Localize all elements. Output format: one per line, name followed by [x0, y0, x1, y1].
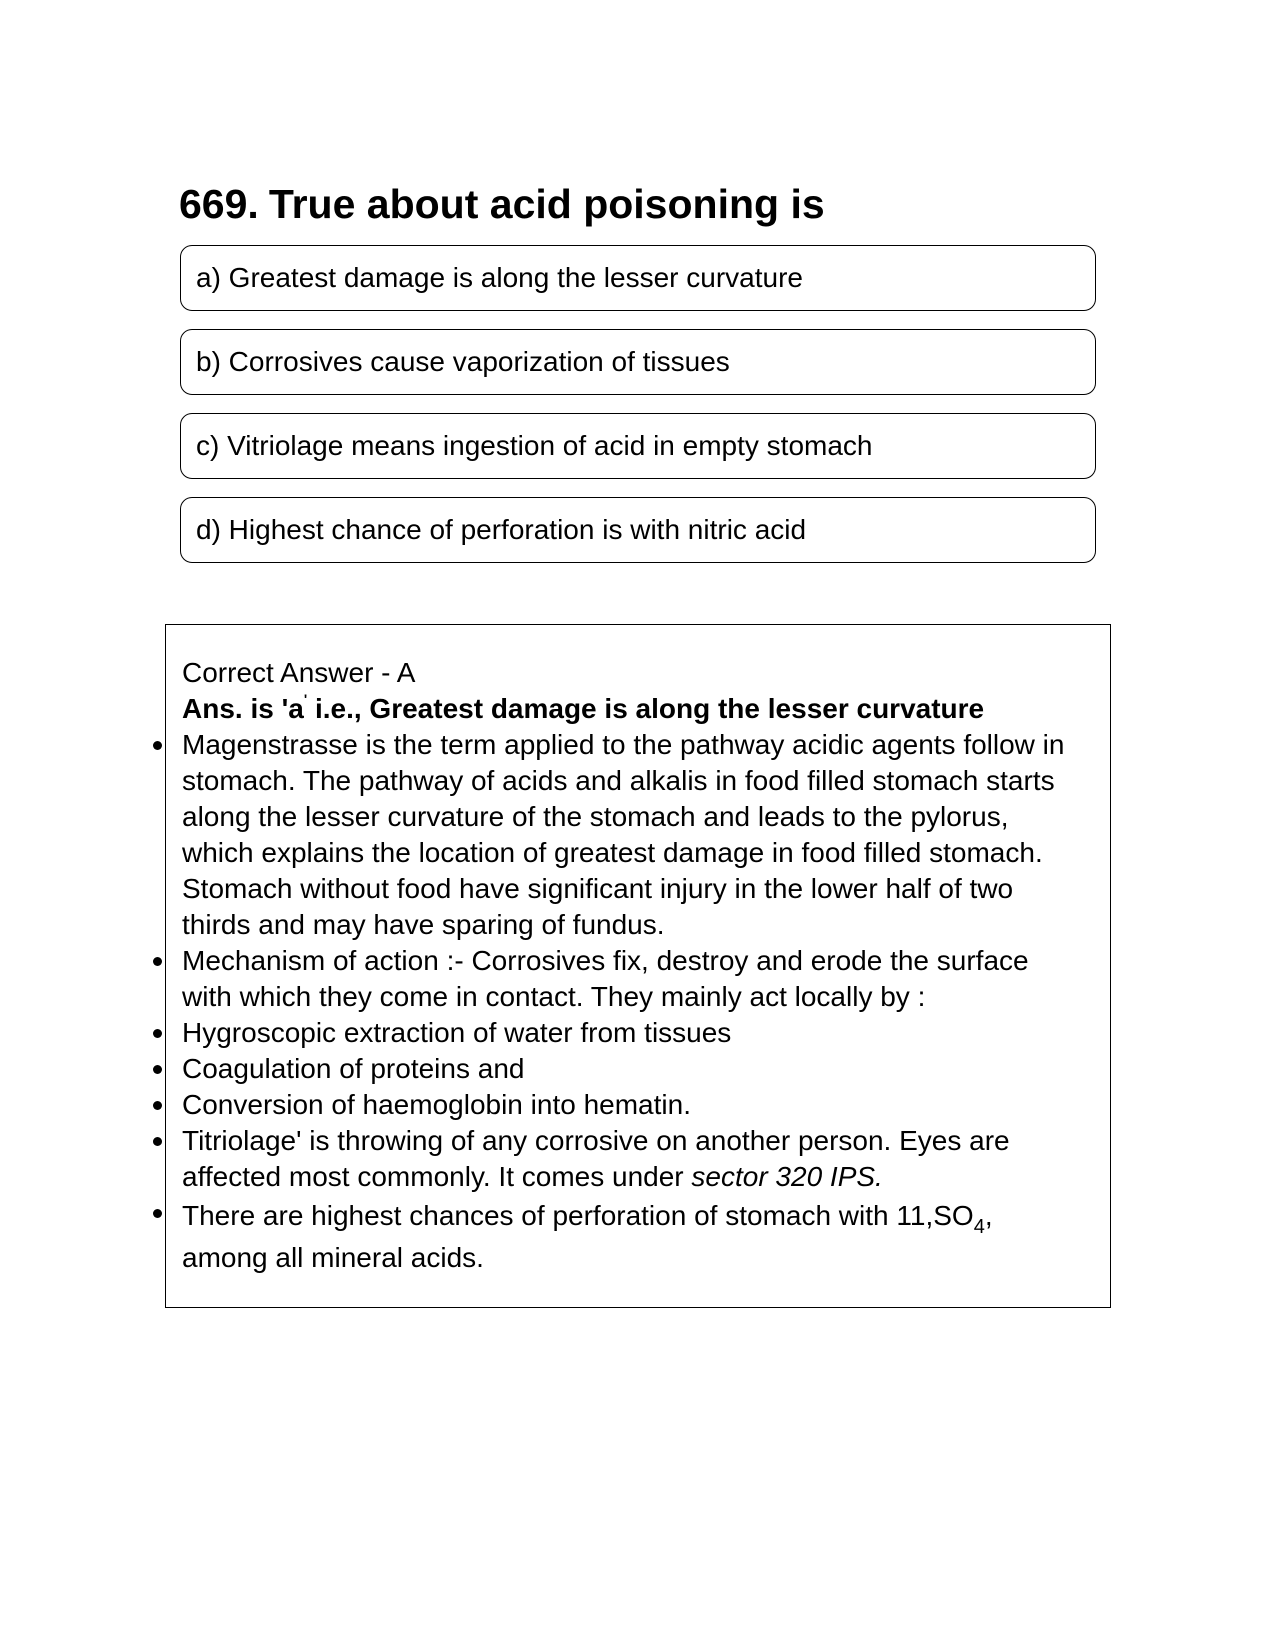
list-item-perforation — [182, 1195, 1082, 1279]
question-text: True about acid poisoning is — [268, 181, 825, 227]
answer-summary-mark: ' — [303, 691, 308, 707]
answer-content — [182, 655, 1082, 1279]
list-item-coagulation: Coagulation of proteins and — [182, 1051, 1082, 1087]
question-title — [179, 178, 825, 230]
perforation-text: There are highest chances of perforation of stomach with 11,SO — [182, 1200, 974, 1231]
perforation-formula — [182, 1200, 993, 1238]
answer-explanation-box — [165, 624, 1111, 1308]
list-item-mechanism: Mechanism of action :- Corrosives fix, destroy and erode the surface with which they come in contact. They mainly act locally by : — [182, 943, 1082, 1015]
perforation-comma: , — [984, 1200, 993, 1231]
list-item-hygroscopic: Hygroscopic extraction of water from tissues — [182, 1015, 1082, 1051]
list-item-haemoglobin: Conversion of haemoglobin into hematin. — [182, 1087, 1082, 1123]
correct-answer-line: Correct Answer - A — [182, 657, 416, 688]
question-number: 669. — [179, 181, 259, 227]
option-d[interactable]: d) Highest chance of perforation is with nitric acid — [180, 497, 1096, 563]
vitriolage-section: sector 320 IPS. — [691, 1161, 883, 1192]
list-item-magenstrasse: Magenstrasse is the term applied to the pathway acidic agents follow in stomach. The pathway of acids and alkalis in food filled stomach starts along the lesser curvature of the stomach and leads to the pylorus, which explains the location of greatest damage in food filled stomach. Stomach without food have significant injury in the lower half of two thirds and may have sparing of fundus. — [182, 727, 1082, 943]
answer-summary — [182, 691, 1082, 727]
option-b[interactable]: b) Corrosives cause vaporization of tissues — [180, 329, 1096, 395]
answer-summary-prefix: Ans. is 'a — [182, 693, 304, 724]
option-a[interactable]: a) Greatest damage is along the lesser curvature — [180, 245, 1096, 311]
vitriolage-text: Titriolage' is throwing of any corrosive on another person. Eyes are affected most commonly. It comes under — [182, 1125, 1010, 1192]
perforation-end: among all mineral acids. — [182, 1242, 484, 1273]
option-c[interactable]: c) Vitriolage means ingestion of acid in empty stomach — [180, 413, 1096, 479]
list-item-vitriolage — [182, 1123, 1082, 1195]
explanation-list — [182, 727, 1082, 1279]
answer-summary-suffix: i.e., Greatest damage is along the lesser curvature — [307, 693, 985, 724]
perforation-subscript: 4 — [973, 1216, 985, 1238]
